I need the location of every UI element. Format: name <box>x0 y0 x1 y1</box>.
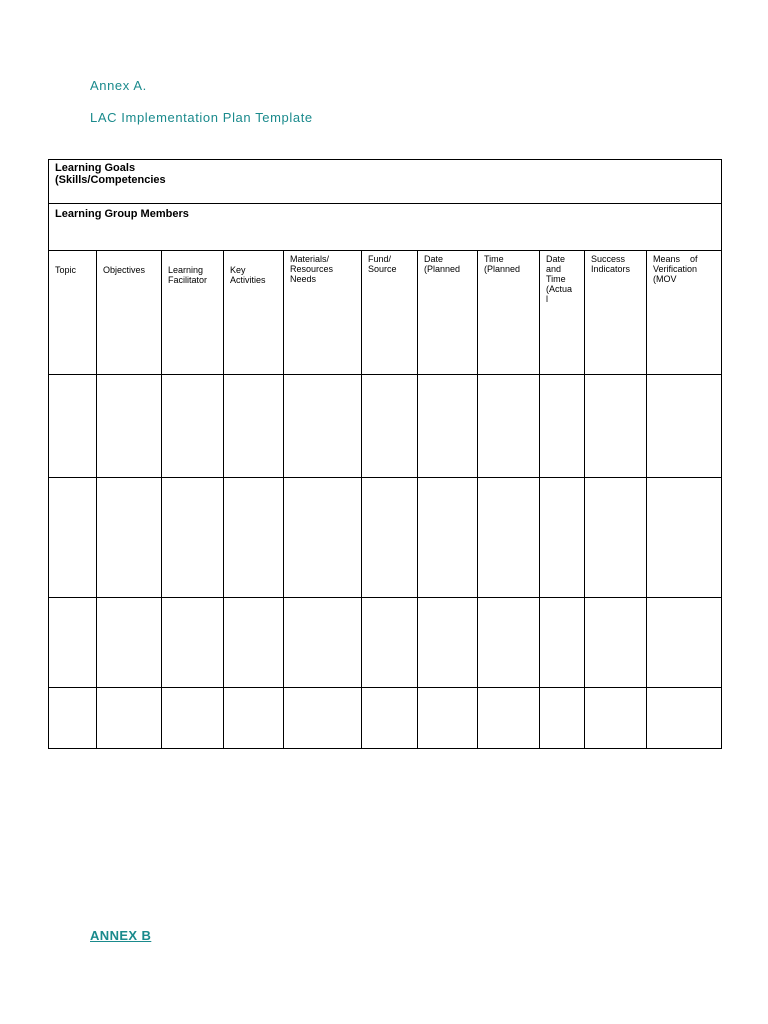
column-header-date-planned: Date (Planned <box>418 251 478 375</box>
table-cell[interactable] <box>224 598 284 688</box>
table-cell[interactable] <box>362 375 418 478</box>
learning-goals-row <box>49 160 722 204</box>
document-title: LAC Implementation Plan Template <box>90 110 313 125</box>
table-cell[interactable] <box>478 375 540 478</box>
table-row <box>49 478 722 598</box>
table-row <box>49 598 722 688</box>
table-cell[interactable] <box>418 478 478 598</box>
table-cell[interactable] <box>540 375 585 478</box>
annex-a-label: Annex A. <box>90 78 147 93</box>
table-cell[interactable] <box>647 478 722 598</box>
table-cell[interactable] <box>478 688 540 749</box>
column-header-objectives: Objectives <box>97 251 162 375</box>
column-header-key-activities: Key Activities <box>224 251 284 375</box>
table-cell[interactable] <box>647 688 722 749</box>
learning-group-members-cell[interactable] <box>49 204 722 251</box>
table-cell[interactable] <box>49 598 97 688</box>
column-header-means-of-verification: Means of Verification (MOV <box>647 251 722 375</box>
table-cell[interactable] <box>162 688 224 749</box>
learning-goals-cell[interactable] <box>49 160 722 204</box>
table-cell[interactable] <box>362 478 418 598</box>
table-cell[interactable] <box>540 598 585 688</box>
column-header-time-planned: Time (Planned <box>478 251 540 375</box>
table-cell[interactable] <box>49 478 97 598</box>
table-cell[interactable] <box>585 478 647 598</box>
table-cell[interactable] <box>362 598 418 688</box>
annex-b-link[interactable]: ANNEX B <box>90 928 152 943</box>
table-cell[interactable] <box>284 375 362 478</box>
table-cell[interactable] <box>540 688 585 749</box>
table-cell[interactable] <box>97 375 162 478</box>
table-cell[interactable] <box>162 478 224 598</box>
table-cell[interactable] <box>97 478 162 598</box>
table-cell[interactable] <box>585 598 647 688</box>
table-cell[interactable] <box>418 375 478 478</box>
column-header-fund-source: Fund/ Source <box>362 251 418 375</box>
column-header-row <box>49 251 722 375</box>
table-cell[interactable] <box>478 598 540 688</box>
learning-group-members-label: Learning Group Members <box>55 208 189 220</box>
table-cell[interactable] <box>418 688 478 749</box>
column-header-date-time-actual: Date and Time (Actua l <box>540 251 585 375</box>
table-cell[interactable] <box>362 688 418 749</box>
learning-goals-label: Learning Goals (Skills/Competencies <box>55 162 166 186</box>
table-cell[interactable] <box>647 598 722 688</box>
table-row <box>49 688 722 749</box>
learning-group-members-row <box>49 204 722 251</box>
table-cell[interactable] <box>162 598 224 688</box>
table-cell[interactable] <box>478 478 540 598</box>
table-cell[interactable] <box>224 688 284 749</box>
table-cell[interactable] <box>97 688 162 749</box>
column-header-success-indicators: Success Indicators <box>585 251 647 375</box>
table-cell[interactable] <box>585 688 647 749</box>
table-cell[interactable] <box>540 478 585 598</box>
table-cell[interactable] <box>49 375 97 478</box>
table-cell[interactable] <box>224 478 284 598</box>
column-header-learning-facilitator: Learning Facilitator <box>162 251 224 375</box>
table-cell[interactable] <box>284 598 362 688</box>
table-cell[interactable] <box>284 688 362 749</box>
table-cell[interactable] <box>647 375 722 478</box>
table-cell[interactable] <box>224 375 284 478</box>
table-cell[interactable] <box>284 478 362 598</box>
table-row <box>49 375 722 478</box>
table-cell[interactable] <box>97 598 162 688</box>
implementation-plan-table <box>48 159 722 749</box>
column-header-materials-resources-needs: Materials/ Resources Needs <box>284 251 362 375</box>
table-cell[interactable] <box>49 688 97 749</box>
table-cell[interactable] <box>585 375 647 478</box>
column-header-topic: Topic <box>49 251 97 375</box>
table-cell[interactable] <box>162 375 224 478</box>
table-cell[interactable] <box>418 598 478 688</box>
